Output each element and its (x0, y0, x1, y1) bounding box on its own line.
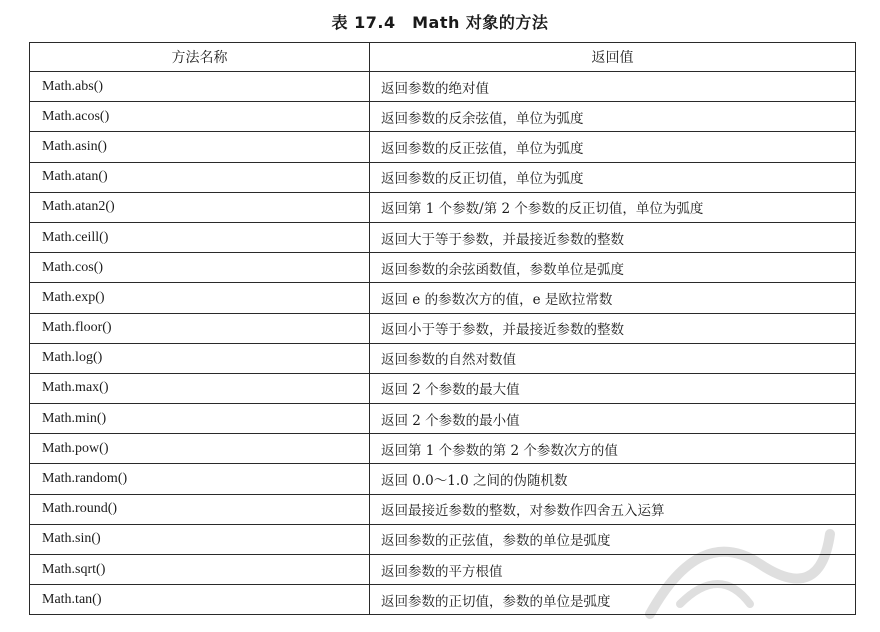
table-row (30, 373, 856, 403)
method-name-cell: Math.atan2() (30, 192, 370, 222)
return-value-cell: 返回 2 个参数的最大值 (370, 373, 856, 403)
method-name-cell: Math.sqrt() (30, 555, 370, 585)
return-value-cell: 返回 2 个参数的最小值 (370, 404, 856, 434)
table-header-row (30, 43, 856, 72)
method-name-cell: Math.abs() (30, 72, 370, 102)
method-name-cell: Math.min() (30, 404, 370, 434)
method-name-cell: Math.round() (30, 494, 370, 524)
table-row (30, 222, 856, 252)
method-name-cell: Math.floor() (30, 313, 370, 343)
method-name-cell: Math.atan() (30, 162, 370, 192)
method-name-cell: Math.ceill() (30, 222, 370, 252)
method-name-cell: Math.log() (30, 343, 370, 373)
table-row (30, 102, 856, 132)
return-value-cell: 返回大于等于参数，并最接近参数的整数 (370, 222, 856, 252)
method-name-cell: Math.exp() (30, 283, 370, 313)
method-name-cell: Math.cos() (30, 253, 370, 283)
method-name-cell: Math.tan() (30, 585, 370, 615)
table-row (30, 313, 856, 343)
table-row (30, 162, 856, 192)
table-row (30, 434, 856, 464)
return-value-cell: 返回参数的反余弦值，单位为弧度 (370, 102, 856, 132)
table-row (30, 283, 856, 313)
table-row (30, 464, 856, 494)
table-row (30, 72, 856, 102)
return-value-cell: 返回参数的余弦函数值，参数单位是弧度 (370, 253, 856, 283)
header-return-value: 返回值 (370, 43, 856, 72)
method-name-cell: Math.sin() (30, 524, 370, 554)
return-value-cell: 返回参数的反正切值，单位为弧度 (370, 162, 856, 192)
return-value-cell: 返回参数的平方根值 (370, 555, 856, 585)
return-value-cell: 返回最接近参数的整数，对参数作四舍五入运算 (370, 494, 856, 524)
table-row (30, 404, 856, 434)
table-row (30, 192, 856, 222)
method-name-cell: Math.pow() (30, 434, 370, 464)
return-value-cell: 返回参数的反正弦值，单位为弧度 (370, 132, 856, 162)
table-row (30, 343, 856, 373)
table-row (30, 132, 856, 162)
return-value-cell: 返回 0.0～1.0 之间的伪随机数 (370, 464, 856, 494)
return-value-cell: 返回参数的正切值，参数的单位是弧度 (370, 585, 856, 615)
table-row (30, 253, 856, 283)
header-method-name: 方法名称 (30, 43, 370, 72)
return-value-cell: 返回第 1 个参数的第 2 个参数次方的值 (370, 434, 856, 464)
watermark-seal-icon (640, 504, 840, 624)
method-name-cell: Math.max() (30, 373, 370, 403)
table-caption: 表 17.4 Math 对象的方法 (331, 13, 549, 32)
method-name-cell: Math.asin() (30, 132, 370, 162)
return-value-cell: 返回 e 的参数次方的值，e 是欧拉常数 (370, 283, 856, 313)
return-value-cell: 返回小于等于参数，并最接近参数的整数 (370, 313, 856, 343)
method-name-cell: Math.random() (30, 464, 370, 494)
return-value-cell: 返回参数的正弦值，参数的单位是弧度 (370, 524, 856, 554)
return-value-cell: 返回参数的绝对值 (370, 72, 856, 102)
method-name-cell: Math.acos() (30, 102, 370, 132)
return-value-cell: 返回第 1 个参数/第 2 个参数的反正切值，单位为弧度 (370, 192, 856, 222)
return-value-cell: 返回参数的自然对数值 (370, 343, 856, 373)
